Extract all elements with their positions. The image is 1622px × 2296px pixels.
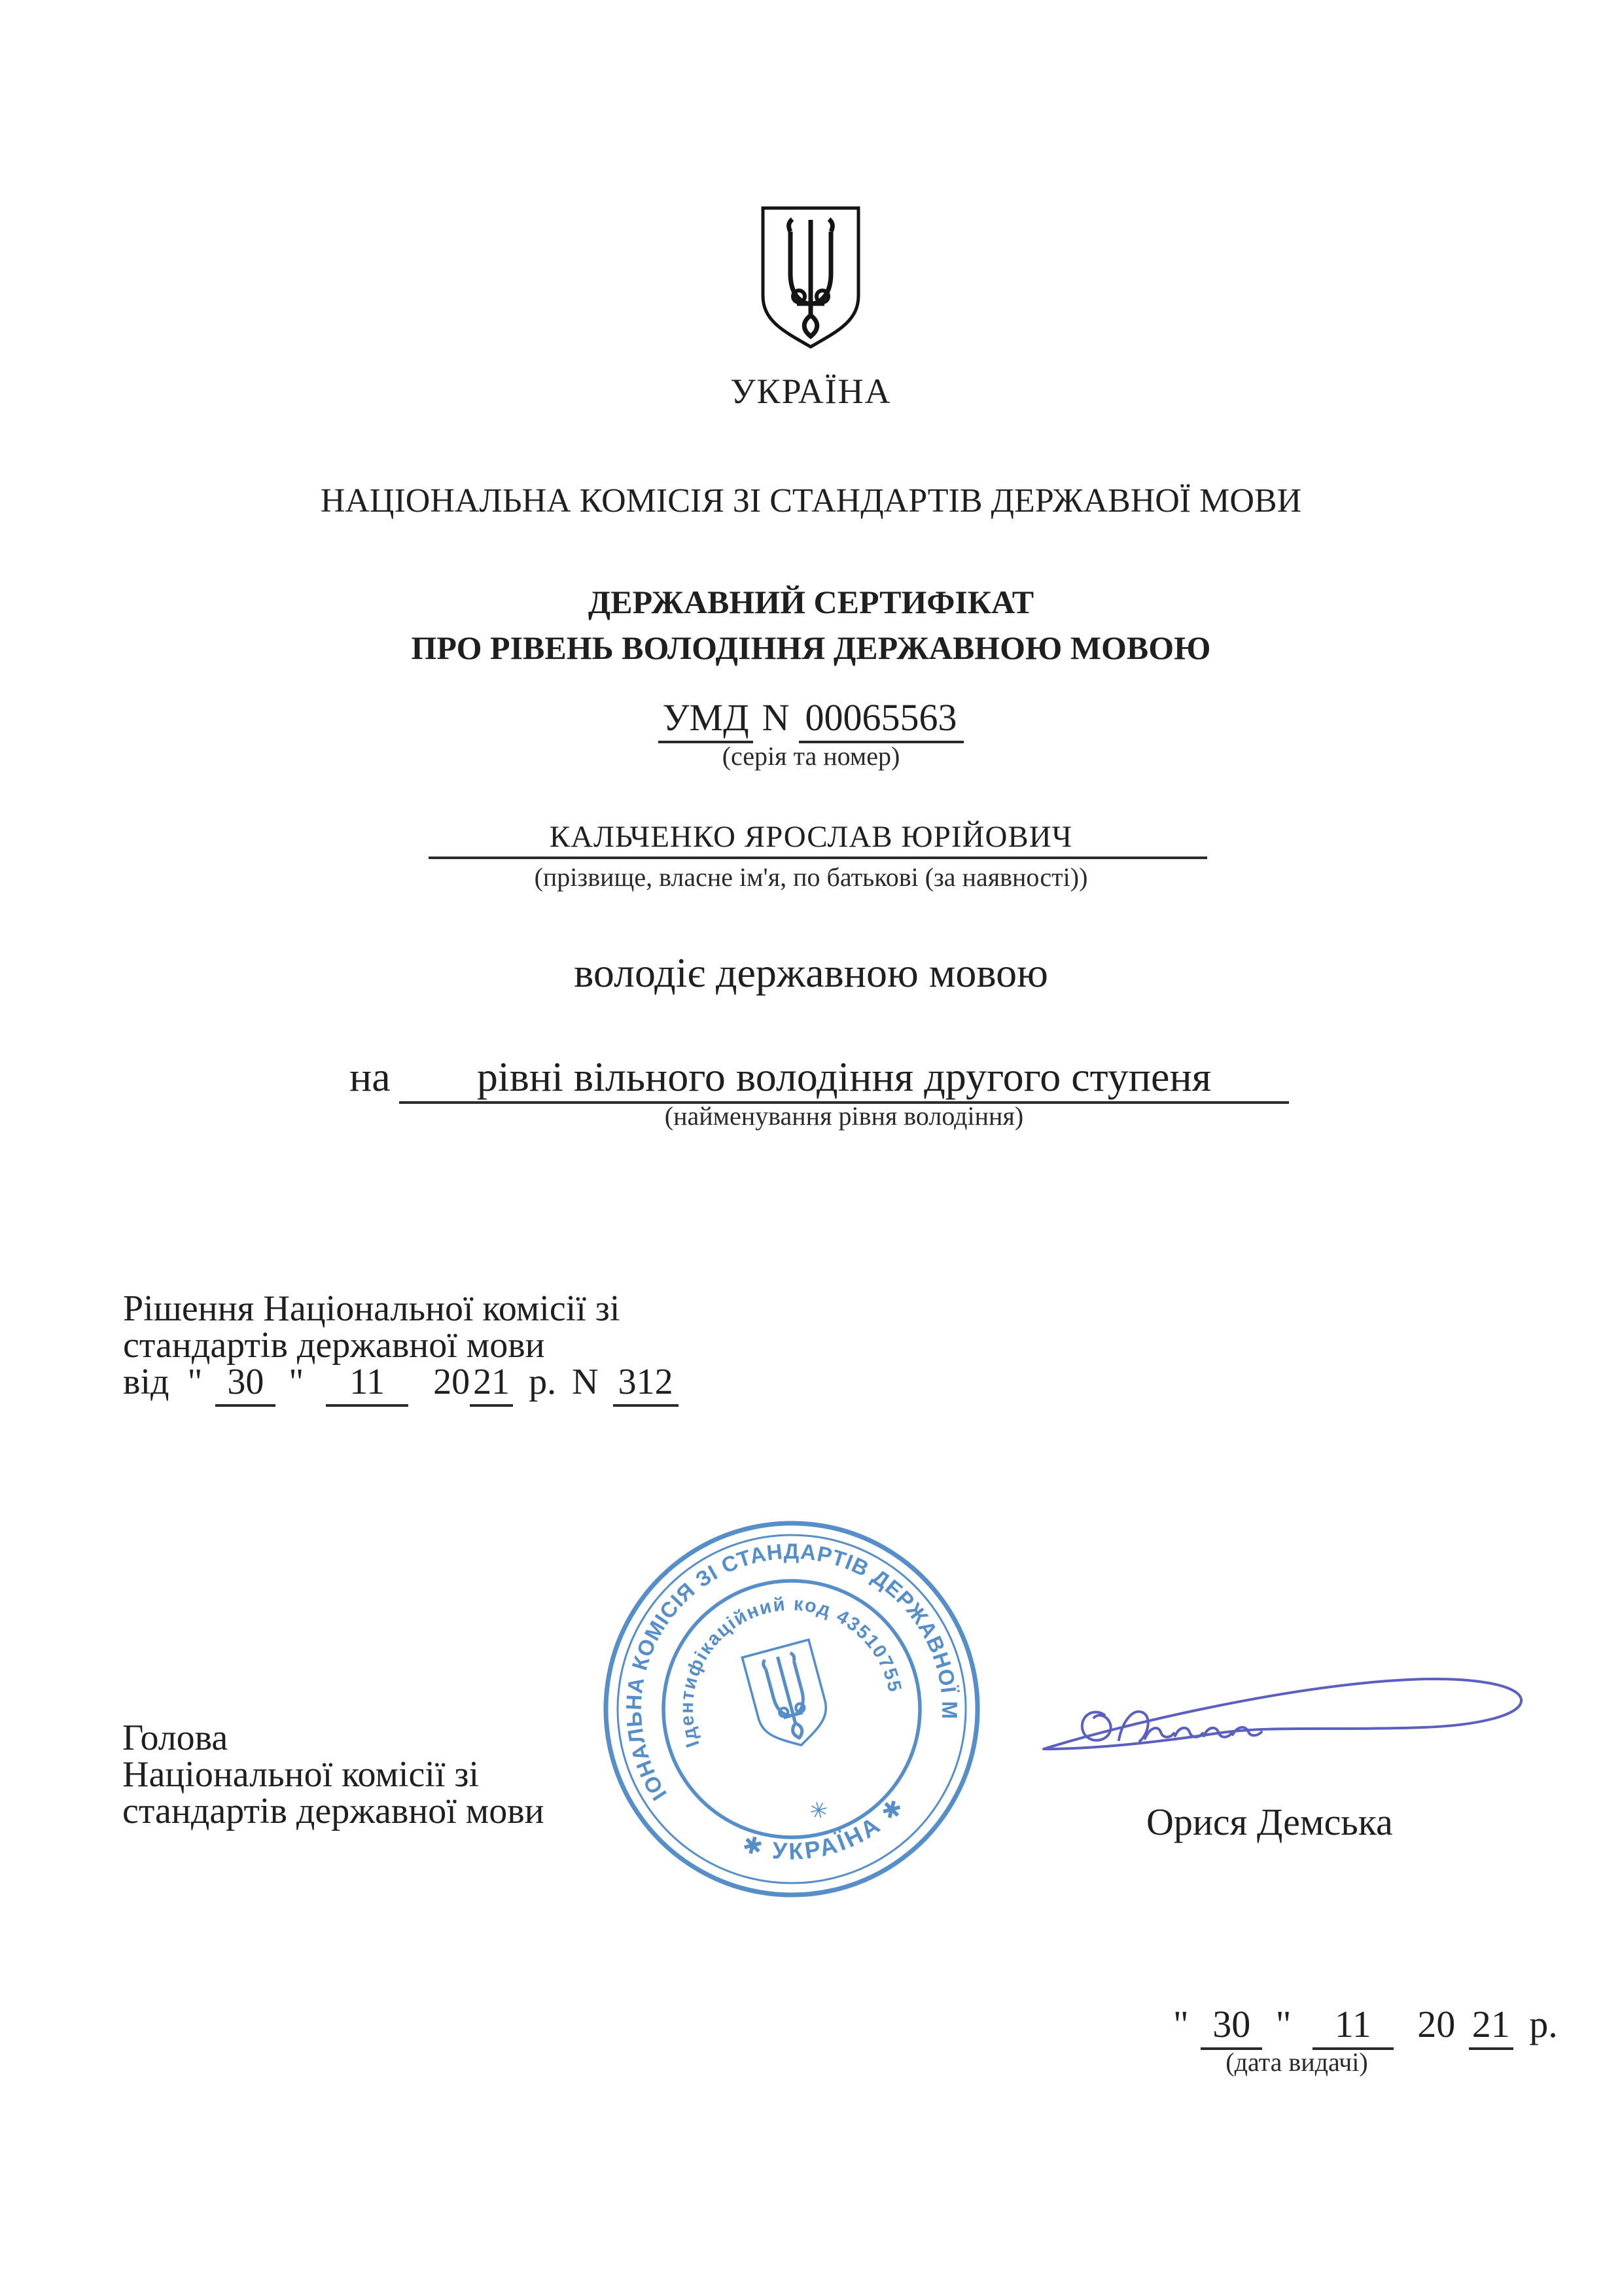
level-name: рівні вільного володіння другого ступеня <box>476 1053 1212 1100</box>
issue-date-open-quote: " <box>1173 2003 1189 2045</box>
possession-statement: володіє державною мовою <box>574 949 1048 996</box>
issue-date-suffix: р. <box>1529 2003 1558 2045</box>
issue-date-close-quote: " <box>1275 2003 1292 2045</box>
decision-date-line <box>123 1364 679 1407</box>
decision-month: 11 <box>326 1364 408 1407</box>
decision-block <box>123 1290 679 1407</box>
signatory-position-line2: Національної комісії зі <box>122 1754 480 1795</box>
decision-line2: стандартів державної мови <box>123 1325 545 1366</box>
signatory-position-line1: Голова <box>122 1718 228 1758</box>
decision-open-quote: " <box>187 1362 203 1402</box>
decision-year-suffix: р. <box>529 1362 557 1402</box>
svg-text:НАЦІОНАЛЬНА КОМІСІЯ ЗІ СТАНДАР <box>595 1513 971 1807</box>
stamp-trident-icon <box>742 1640 834 1754</box>
signatory-name: Орися Демська <box>1146 1801 1393 1843</box>
decision-prefix: від <box>123 1362 169 1402</box>
issue-date-century: 20 <box>1417 2003 1456 2045</box>
serial-number: 00065563 <box>799 699 964 743</box>
level-caption: (найменування рівня володіння) <box>664 1101 1024 1131</box>
stamp-bottom-text: ✱ УКРАЇНА ✱ <box>739 1791 911 1865</box>
decision-century: 20 <box>433 1362 470 1402</box>
signatory-position <box>122 1720 544 1829</box>
signature <box>1021 1665 1544 1763</box>
certificate-title-line2: ПРО РІВЕНЬ ВОЛОДІННЯ ДЕРЖАВНОЮ МОВОЮ <box>411 629 1211 666</box>
decision-close-quote: " <box>289 1362 304 1402</box>
stamp-inner-text: Ідентифікаційний код 43510755 <box>676 1593 906 1750</box>
decision-year: 21 <box>470 1364 513 1407</box>
serial-number-sign: N <box>762 696 790 739</box>
decision-number: 312 <box>613 1364 679 1407</box>
decision-line1: Рішення Національної комісії зі <box>123 1288 620 1329</box>
holder-caption: (прізвище, власне ім'я, по батькові (за наявності)) <box>534 862 1088 892</box>
holder-name: КАЛЬЧЕНКО ЯРОСЛАВ ЮРІЙОВИЧ <box>549 820 1073 854</box>
level-prefix: на <box>349 1053 391 1100</box>
ukraine-coat-of-arms-icon <box>759 204 862 351</box>
decision-number-sign: N <box>572 1362 599 1402</box>
stamp-center-mark: ✳ <box>806 1796 832 1826</box>
commission-name: НАЦІОНАЛЬНА КОМІСІЯ ЗІ СТАНДАРТІВ ДЕРЖАВНОЇ МОВИ <box>320 482 1302 520</box>
issue-date-day: 30 <box>1201 2005 1262 2050</box>
issue-date-caption: (дата видачі) <box>1225 2047 1368 2077</box>
issue-date-year: 21 <box>1469 2005 1513 2050</box>
certificate-title-line1: ДЕРЖАВНИЙ СЕРТИФІКАТ <box>588 584 1034 620</box>
stamp-outer-text: НАЦІОНАЛЬНА КОМІСІЯ ЗІ СТАНДАРТІВ ДЕРЖАВНОЇ МОВИ <box>621 1538 962 1805</box>
certificate-title <box>0 579 1622 671</box>
issue-date-line <box>1173 2005 1558 2050</box>
official-stamp <box>595 1513 988 1905</box>
serial-line <box>0 696 1622 743</box>
holder-name-underline <box>429 857 1207 859</box>
signatory-position-line3: стандартів державної мови <box>122 1791 544 1831</box>
issue-date-month: 11 <box>1313 2005 1394 2050</box>
serial-series: УМД <box>658 699 752 743</box>
decision-day: 30 <box>215 1364 275 1407</box>
country-name: УКРАЇНА <box>730 372 892 411</box>
serial-caption: (серія та номер) <box>722 741 900 771</box>
